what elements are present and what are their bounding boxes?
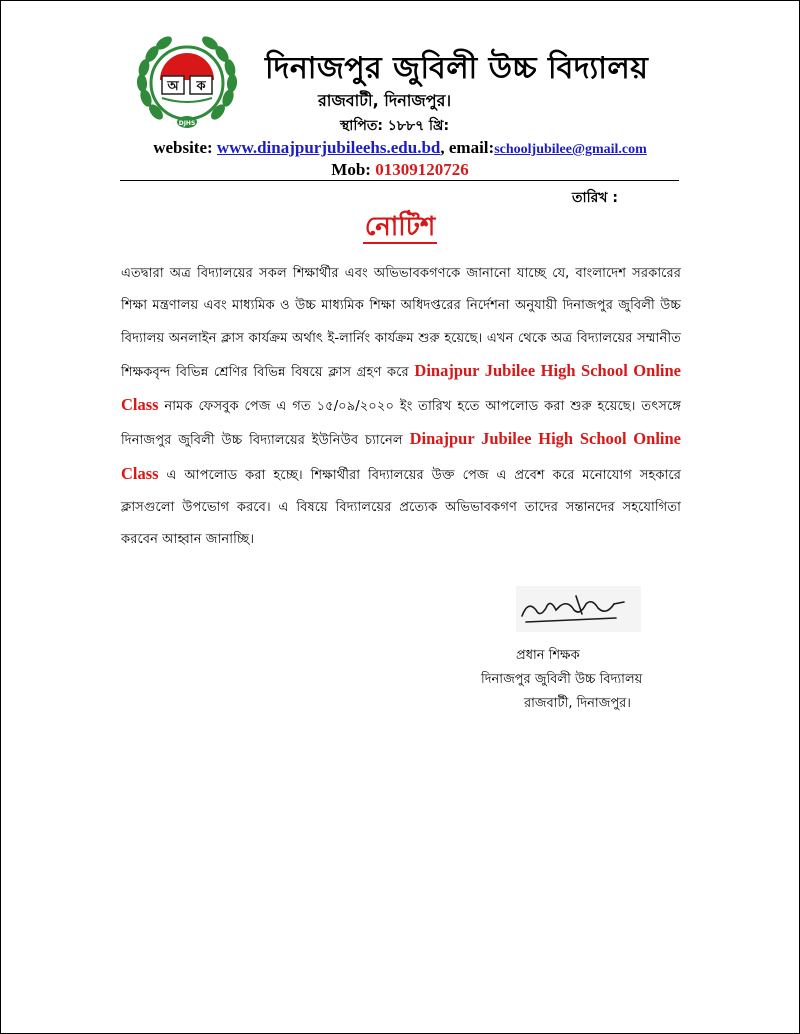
signatory-role: প্রধান শিক্ষক	[516, 648, 580, 663]
notice-text-2: নামক ফেসবুক পেজ এ গত ১৫/০৯/২০২০ ইং তারিখ হতে আপলোড করা শুরু হয়েছে। তৎসঙ্গে দিনাজপুর জুবিলী উচ্চ বিদ্যালয়ের ইউনিউব চ্যানেল	[121, 399, 681, 449]
established-year: স্থাপিত: ১৮৮৭ খ্রি:	[340, 118, 450, 134]
mobile-label: Mob:	[331, 160, 371, 179]
notice-text-1: এতদ্বারা অত্র বিদ্যালয়ের সকল শিক্ষার্থীর এবং অভিভাবকগণকে জানানো যাচ্ছে যে, বাংলাদেশ সরকারের শিক্ষা মন্ত্রণালয় এবং মাধ্যমিক ও উচ্চ মাধ্যমিক শিক্ষা অধিদপ্তরের নির্দেশনা অনুযায়ী দিনাজপুর জুবিলী উচ্চ বিদ্যালয় অনলাইন ক্লাস কার্যক্রম অর্থাৎ ই-লার্নিং কার্যক্রম শুরু হয়েছে। এখন থেকে অত্র বিদ্যালয়ের সম্মানীত শিক্ষকবৃন্দ বিভিন্ন শ্রেণির বিভিন্ন বিষয়ে ক্লাস গ্রহণ করে	[121, 266, 681, 380]
email-label: , email:	[440, 138, 495, 157]
youtube-channel-name: Dinajpur Jubilee High School Online Class	[121, 429, 681, 483]
header-divider	[120, 180, 679, 181]
signatory-address: রাজবাটী, দিনাজপুর।	[524, 696, 631, 711]
notice-title	[0, 206, 800, 250]
school-name: দিনাজপুর জুবিলী উচ্চ বিদ্যালয়	[265, 51, 649, 86]
date-label: তারিখ :	[572, 190, 618, 206]
school-address: রাজবাটী, দিনাজপুর।	[318, 91, 452, 110]
website-label: website:	[153, 138, 213, 157]
notice-body	[121, 258, 681, 557]
signatory-school: দিনাজপুর জুবিলী উচ্চ বিদ্যালয়	[481, 672, 643, 687]
school-crest-logo	[132, 28, 242, 138]
svg-text:অ: অ	[167, 79, 179, 94]
website-link[interactable]: www.dinajpurjubileehs.edu.bd	[216, 138, 441, 157]
notice-text-3: এ আপলোড করা হচ্ছে। শিক্ষার্থীরা বিদ্যালয়ের উক্ত পেজ এ প্রবেশ করে মনোযোগ সহকারে ক্লাসগুলো উপভোগ করবে। এ বিষয়ে বিদ্যালয়ের প্রত্যেক অভিভাবকগণ তাদের সন্তানদের সহযোগিতা করবেন আহ্বান জানাচ্ছি।	[121, 467, 681, 548]
notice-title-text: নোটিশ	[364, 212, 436, 242]
facebook-page-name: Dinajpur Jubilee High School Online Class	[121, 360, 681, 415]
mobile-number: 01309120726	[375, 160, 469, 179]
svg-text:DJHS: DJHS	[178, 120, 196, 127]
contact-line	[0, 138, 800, 158]
mobile-line	[0, 160, 800, 180]
email-link[interactable]: schooljubilee@gmail.com	[494, 142, 647, 157]
svg-text:ক: ক	[196, 79, 206, 94]
handwritten-signature	[516, 586, 641, 632]
